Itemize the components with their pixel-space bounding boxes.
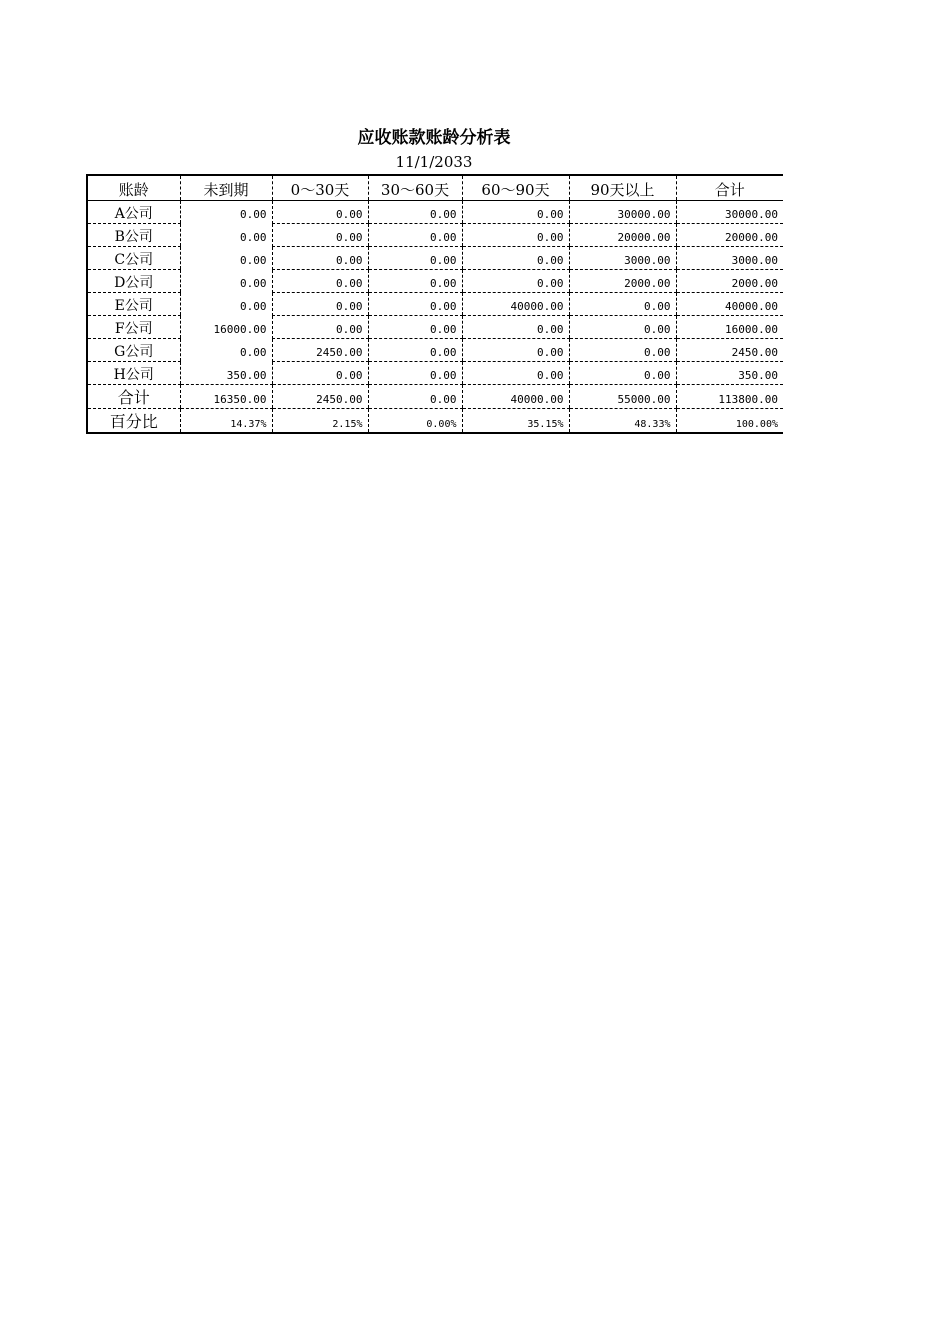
table-row <box>87 292 783 315</box>
total-not-due: 16350.00 <box>180 384 272 408</box>
report-date: 11/1/2033 <box>395 153 473 171</box>
cell-not-due: 0.00 <box>180 246 272 269</box>
company-name: C公司 <box>87 246 180 269</box>
header-cell-60-90: 60～90天 <box>462 175 569 200</box>
cell-not-due: 350.00 <box>180 361 272 384</box>
cell-not-due: 0.00 <box>180 200 272 223</box>
cell-30-60: 0.00 <box>368 246 462 269</box>
cell-60-90: 0.00 <box>462 315 569 338</box>
cell-over-90: 0.00 <box>569 315 676 338</box>
total-30-60: 0.00 <box>368 384 462 408</box>
cell-total: 3000.00 <box>676 246 783 269</box>
cell-30-60: 0.00 <box>368 361 462 384</box>
aging-table <box>86 174 783 434</box>
cell-0-30: 0.00 <box>272 246 368 269</box>
table-row <box>87 200 783 223</box>
cell-total: 2000.00 <box>676 269 783 292</box>
cell-total: 30000.00 <box>676 200 783 223</box>
cell-60-90: 0.00 <box>462 361 569 384</box>
cell-60-90: 0.00 <box>462 269 569 292</box>
table-row <box>87 315 783 338</box>
percent-row <box>87 408 783 433</box>
cell-60-90: 40000.00 <box>462 292 569 315</box>
table-row <box>87 338 783 361</box>
cell-60-90: 0.00 <box>462 338 569 361</box>
cell-0-30: 0.00 <box>272 315 368 338</box>
cell-not-due: 0.00 <box>180 292 272 315</box>
table-row <box>87 361 783 384</box>
cell-not-due: 0.00 <box>180 269 272 292</box>
cell-not-due: 0.00 <box>180 338 272 361</box>
cell-total: 16000.00 <box>676 315 783 338</box>
total-60-90: 40000.00 <box>462 384 569 408</box>
cell-30-60: 0.00 <box>368 223 462 246</box>
cell-over-90: 30000.00 <box>569 200 676 223</box>
percent-total: 100.00% <box>676 408 783 433</box>
company-name: A公司 <box>87 200 180 223</box>
cell-0-30: 0.00 <box>272 223 368 246</box>
table-row <box>87 246 783 269</box>
total-over-90: 55000.00 <box>569 384 676 408</box>
cell-60-90: 0.00 <box>462 246 569 269</box>
cell-0-30: 0.00 <box>272 269 368 292</box>
cell-0-30: 0.00 <box>272 200 368 223</box>
cell-60-90: 0.00 <box>462 200 569 223</box>
company-name: B公司 <box>87 223 180 246</box>
cell-total: 40000.00 <box>676 292 783 315</box>
total-label: 合计 <box>87 384 180 408</box>
company-name: D公司 <box>87 269 180 292</box>
cell-30-60: 0.00 <box>368 338 462 361</box>
company-name: F公司 <box>87 315 180 338</box>
percent-60-90: 35.15% <box>462 408 569 433</box>
header-cell-over-90: 90天以上 <box>569 175 676 200</box>
cell-over-90: 0.00 <box>569 292 676 315</box>
company-name: G公司 <box>87 338 180 361</box>
percent-not-due: 14.37% <box>180 408 272 433</box>
header-row <box>87 175 783 200</box>
cell-60-90: 0.00 <box>462 223 569 246</box>
header-cell-0-30: 0～30天 <box>272 175 368 200</box>
total-grand: 113800.00 <box>676 384 783 408</box>
cell-30-60: 0.00 <box>368 200 462 223</box>
cell-30-60: 0.00 <box>368 292 462 315</box>
total-0-30: 2450.00 <box>272 384 368 408</box>
percent-label: 百分比 <box>87 408 180 433</box>
cell-total: 2450.00 <box>676 338 783 361</box>
percent-over-90: 48.33% <box>569 408 676 433</box>
cell-over-90: 0.00 <box>569 338 676 361</box>
company-name: E公司 <box>87 292 180 315</box>
cell-not-due: 0.00 <box>180 223 272 246</box>
cell-30-60: 0.00 <box>368 269 462 292</box>
cell-0-30: 0.00 <box>272 292 368 315</box>
table-row <box>87 223 783 246</box>
cell-0-30: 0.00 <box>272 361 368 384</box>
company-name: H公司 <box>87 361 180 384</box>
total-row <box>87 384 783 408</box>
cell-over-90: 20000.00 <box>569 223 676 246</box>
cell-30-60: 0.00 <box>368 315 462 338</box>
cell-total: 20000.00 <box>676 223 783 246</box>
table-row <box>87 269 783 292</box>
percent-0-30: 2.15% <box>272 408 368 433</box>
cell-0-30: 2450.00 <box>272 338 368 361</box>
cell-over-90: 2000.00 <box>569 269 676 292</box>
header-cell-aging: 账龄 <box>87 175 180 200</box>
table-title: 应收账款账龄分析表 <box>357 128 511 148</box>
cell-over-90: 3000.00 <box>569 246 676 269</box>
header-cell-total: 合计 <box>676 175 783 200</box>
cell-total: 350.00 <box>676 361 783 384</box>
header-cell-not-due: 未到期 <box>180 175 272 200</box>
cell-over-90: 0.00 <box>569 361 676 384</box>
cell-not-due: 16000.00 <box>180 315 272 338</box>
percent-30-60: 0.00% <box>368 408 462 433</box>
header-cell-30-60: 30～60天 <box>368 175 462 200</box>
